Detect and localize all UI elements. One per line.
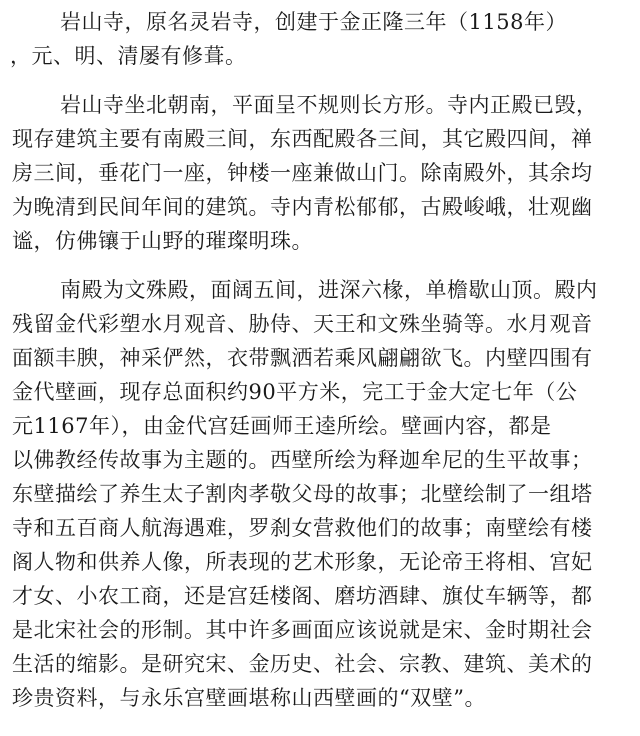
paragraph-2-line-4: 为晚清到民间年间的建筑。寺内青松郁郁，古殿峻峨，壮观幽 [12,195,593,219]
paragraph-2-line-3: 房三间，垂花门一座，钟楼一座兼做山门。除南殿外，其余均 [12,161,593,185]
paragraph-3-line-9: 阁人物和供养人像，所表现的艺术形象，无论帝王将相、宫妃 [12,550,593,574]
paragraph-1-line-1: 岩山寺，原名灵岩寺，创建于金正隆三年（1158年） [60,10,567,34]
paragraph-3-line-3: 面额丰腴，神采俨然，衣带飘洒若乘风翩翩欲飞。内壁四围有 [12,346,593,370]
paragraph-3-line-12: 生活的缩影。是研究宋、金历史、社会、宗教、建筑、美术的 [12,652,593,676]
paragraph-3-line-4: 金代壁画，现存总面积约90平方米，完工于金大定七年（公 [12,380,578,404]
paragraph-3-line-7: 东壁描绘了养生太子割肉孝敬父母的故事；北壁绘制了一组塔 [12,482,593,506]
paragraph-3-line-2: 残留金代彩塑水月观音、胁侍、天王和文殊坐骑等。水月观音 [12,312,593,336]
paragraph-1-line-2: ，元、明、清屡有修葺。 [10,44,247,68]
paragraph-3-line-8: 寺和五百商人航海遇难，罗刹女营救他们的故事；南壁绘有楼 [12,516,593,540]
paragraph-2-line-1: 岩山寺坐北朝南，平面呈不规则长方形。寺内正殿已毁， [60,93,598,117]
paragraph-3-line-5: 元1167年），由金代宫廷画师王逵所绘。壁画内容，都是 [12,414,552,438]
paragraph-3-line-11: 是北宋社会的形制。其中许多画面应该说就是宋、金时期社会 [12,618,593,642]
paragraph-3-line-1: 南殿为文殊殿，面阔五间，进深六椽，单檐歇山顶。殿内 [60,278,598,302]
paragraph-2-line-5: 谧，仿佛镶于山野的璀璨明珠。 [12,229,313,253]
paragraph-3-line-10: 才女、小农工商，还是宫廷楼阁、磨坊酒肆、旗仗车辆等，都 [12,584,593,608]
paragraph-3-line-13: 珍贵资料，与永乐宫壁画堪称山西壁画的“双壁”。 [12,686,486,710]
paragraph-3-line-6: 以佛教经传故事为主题的。西壁所绘为释迦牟尼的生平故事； [12,448,593,472]
paragraph-2-line-2: 现存建筑主要有南殿三间，东西配殿各三间，其它殿四间，禅 [12,127,593,151]
